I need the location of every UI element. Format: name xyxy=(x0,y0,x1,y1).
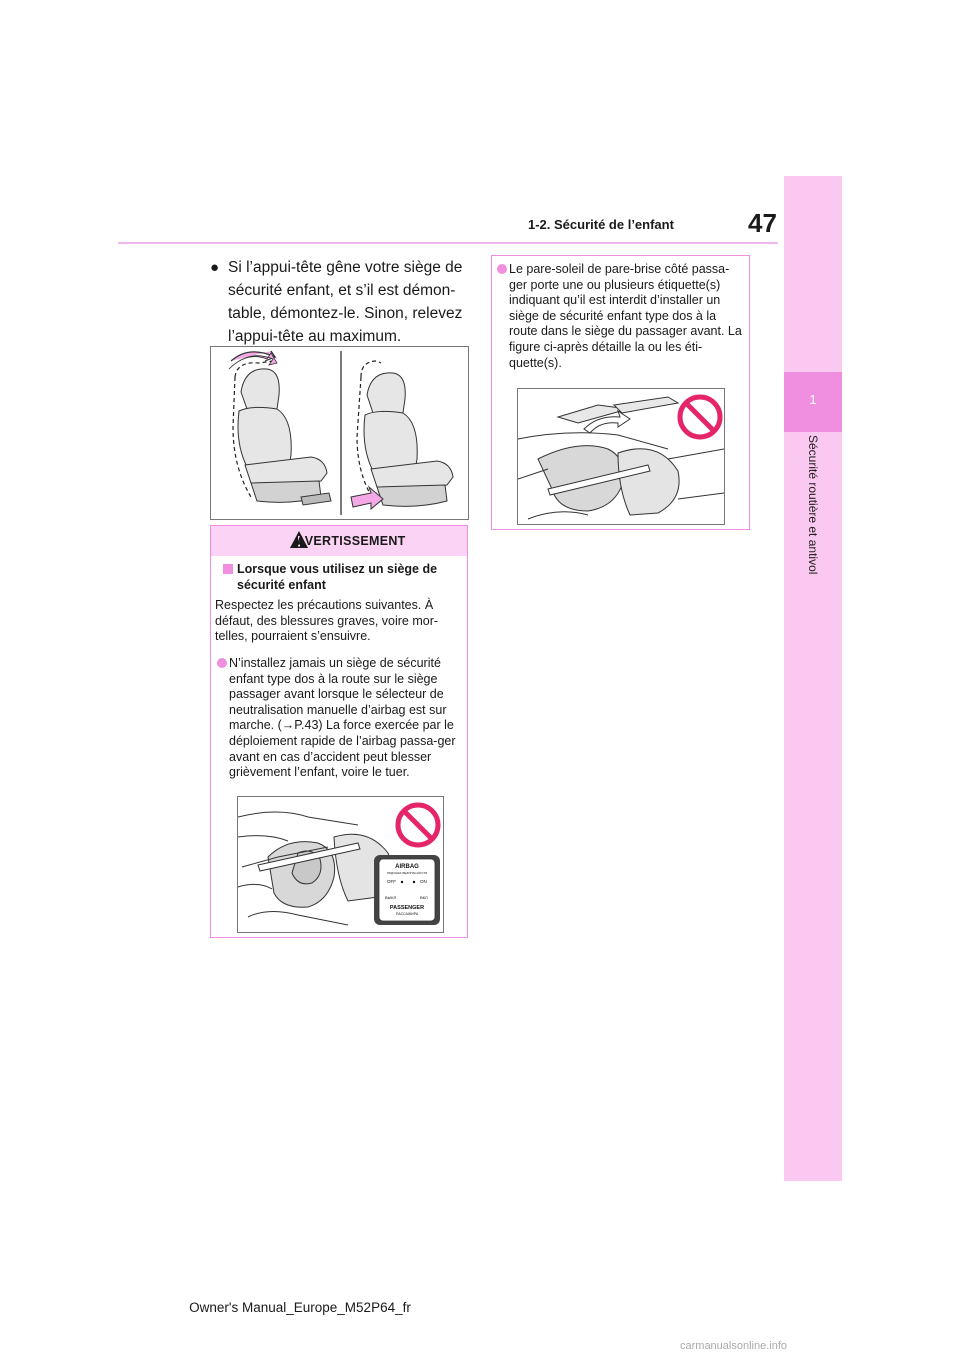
airbag-label-on: ON xyxy=(420,879,427,884)
page-number: 47 xyxy=(748,208,777,238)
chapter-number: 1 xyxy=(809,392,817,407)
prohibition-icon xyxy=(398,805,438,845)
headrest-bullet xyxy=(212,256,467,348)
airbag-label-passenger-ru: ПАССАЖИРА xyxy=(395,912,419,916)
circle-bullet-icon xyxy=(217,658,227,668)
warning-title: AVERTISSEMENT xyxy=(296,534,406,548)
prohibition-icon xyxy=(680,397,720,437)
warning-box xyxy=(210,525,468,938)
circle-bullet-icon xyxy=(497,264,507,274)
warning-intro: Respectez les précautions suivantes. À défaut, des blessures graves, voire mor-telles, pourraient s’ensuivre. xyxy=(215,598,439,644)
airbag-label-off-ru: ВЫКЛ xyxy=(385,895,397,900)
airbag-label xyxy=(374,855,440,925)
warning-heading xyxy=(225,562,457,593)
header-rule xyxy=(118,242,778,244)
right-seat xyxy=(364,373,453,506)
headrest-bullet-text: Si l’appui-tête gêne votre siège de sécurité enfant, et s’il est démon-table, démontez-le. Sinon, relevez l’appui-tête au maximum. xyxy=(228,259,463,345)
airbag-label-passenger: PASSENGER xyxy=(389,905,425,911)
sunvisor-figure xyxy=(517,388,725,525)
airbag-label-line2: ПОДУШКА БЕЗОПАСНОСТИ xyxy=(386,871,428,875)
sunvisor-bullet xyxy=(495,262,743,371)
manual-footer: Owner's Manual_Europe_M52P64_fr xyxy=(189,1300,411,1315)
headrest-figure xyxy=(210,346,469,520)
chapter-title xyxy=(806,435,820,623)
airbag-label-off: OFF xyxy=(387,879,396,884)
section-title: 1-2. Sécurité de l’enfant xyxy=(528,217,674,232)
square-bullet-icon xyxy=(223,564,233,574)
sunvisor-box xyxy=(491,255,750,530)
watermark: carmanualsonline.info xyxy=(680,1340,788,1352)
warning-heading-text: Lorsque vous utilisez un siège de sécurité enfant xyxy=(237,562,438,592)
seat-illustration xyxy=(211,347,468,519)
sunvisor-bullet-text: Le pare-soleil de pare-brise côté passa-ger porte une ou plusieurs étiquette(s) indiquant qu’il est interdit d’installer un siège de sécurité enfant type dos à la route dans le siège du passager avant. La figure ci-après détaille la ou les éti-quette(s). xyxy=(509,262,742,370)
airbag-label-on-ru: ВКЛ xyxy=(420,895,428,900)
bullet-dot-icon: ● xyxy=(210,259,220,276)
warning-bullet-text: N’installez jamais un siège de sécurité enfant type dos à la route sur le siège passager avant lorsque le sélecteur de neutralisation manuelle d’airbag est sur marche. (→P.43) La force exercée par le déploiement rapide de l’airbag passa-ger avant en cas d’accident peut blesser grièvement l’enfant, voire le tuer. xyxy=(229,656,456,780)
chapter-title-text: Sécurité routière et antivol xyxy=(806,435,820,575)
sunvisor-illustration xyxy=(518,389,724,524)
airbag-figure xyxy=(237,796,444,933)
left-seat xyxy=(238,369,331,505)
airbag-label-line1: AIRBAG xyxy=(395,864,419,870)
warning-bullet xyxy=(215,656,461,781)
airbag-illustration xyxy=(238,797,443,932)
